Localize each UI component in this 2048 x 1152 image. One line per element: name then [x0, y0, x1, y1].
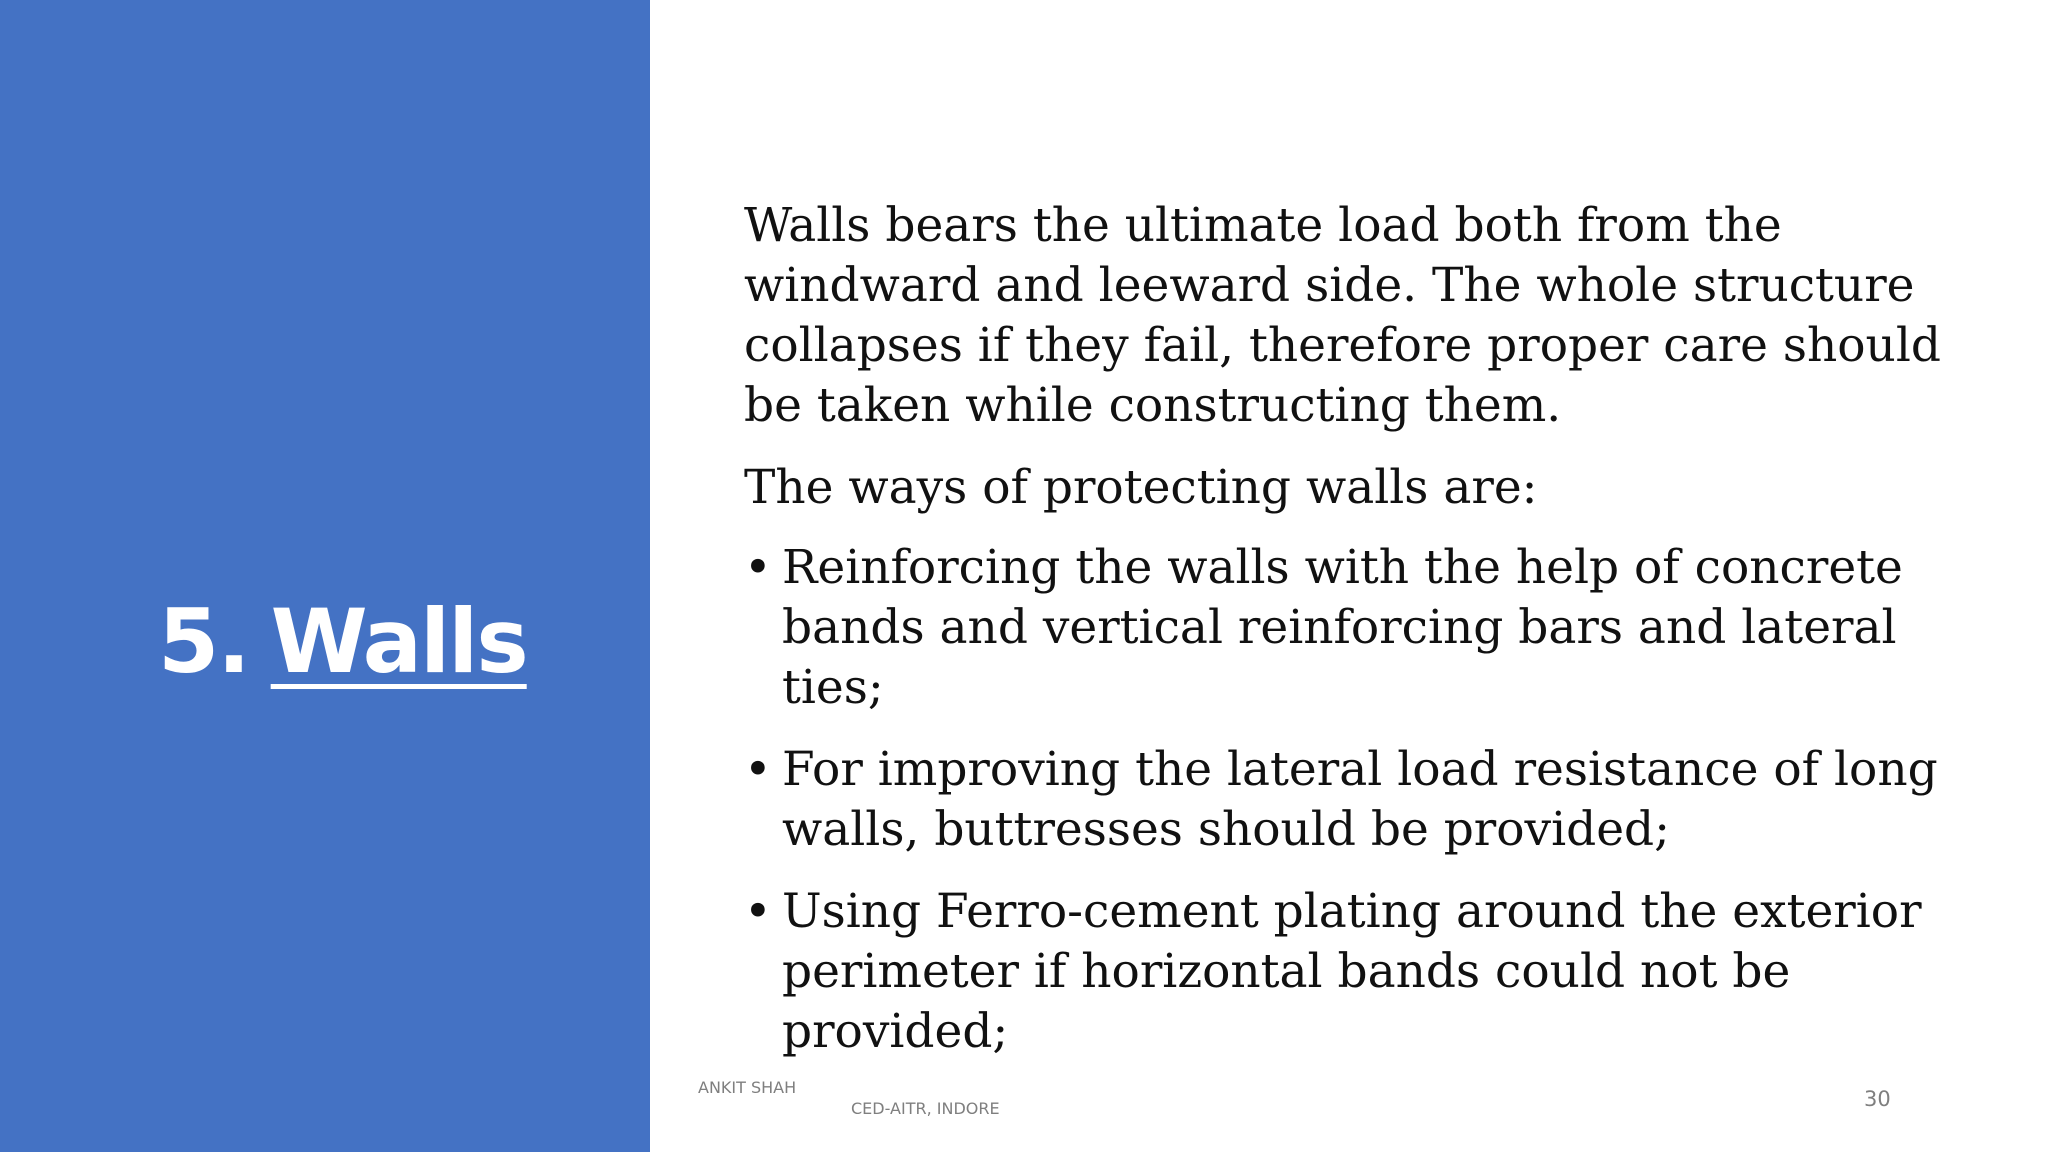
footer-author: ANKIT SHAH [698, 1078, 797, 1097]
footer-institution: CED-AITR, INDORE [851, 1099, 1000, 1118]
slide-title [158, 590, 527, 693]
bullet-item [744, 882, 1974, 1062]
title-number: 5. [158, 590, 249, 693]
intro-paragraph: Walls bears the ultimate load both from the windward and leeward side. The whole structure collapses if they fail, therefore proper care should be taken while constructing them. [744, 198, 1941, 433]
title-word: Walls [270, 590, 527, 693]
lead-sentence: The ways of protecting walls are: [744, 460, 1538, 515]
bullet-text: For improving the lateral load resistance of long walls, buttresses should be provided; [782, 742, 1938, 857]
bullet-icon: • [744, 884, 772, 939]
bullet-item [744, 538, 1974, 718]
page-number: 30 [1864, 1087, 1891, 1111]
bullet-list [744, 538, 1974, 1062]
content-body [744, 196, 1974, 1084]
bullet-text: Using Ferro-cement plating around the exterior perimeter if horizontal bands could not be provided; [782, 884, 1922, 1059]
bullet-icon: • [744, 742, 772, 797]
bullet-text: Reinforcing the walls with the help of concrete bands and vertical reinforcing bars and lateral ties; [782, 540, 1903, 715]
bullet-icon: • [744, 540, 772, 595]
bullet-item [744, 740, 1974, 860]
title-panel [0, 0, 650, 1152]
